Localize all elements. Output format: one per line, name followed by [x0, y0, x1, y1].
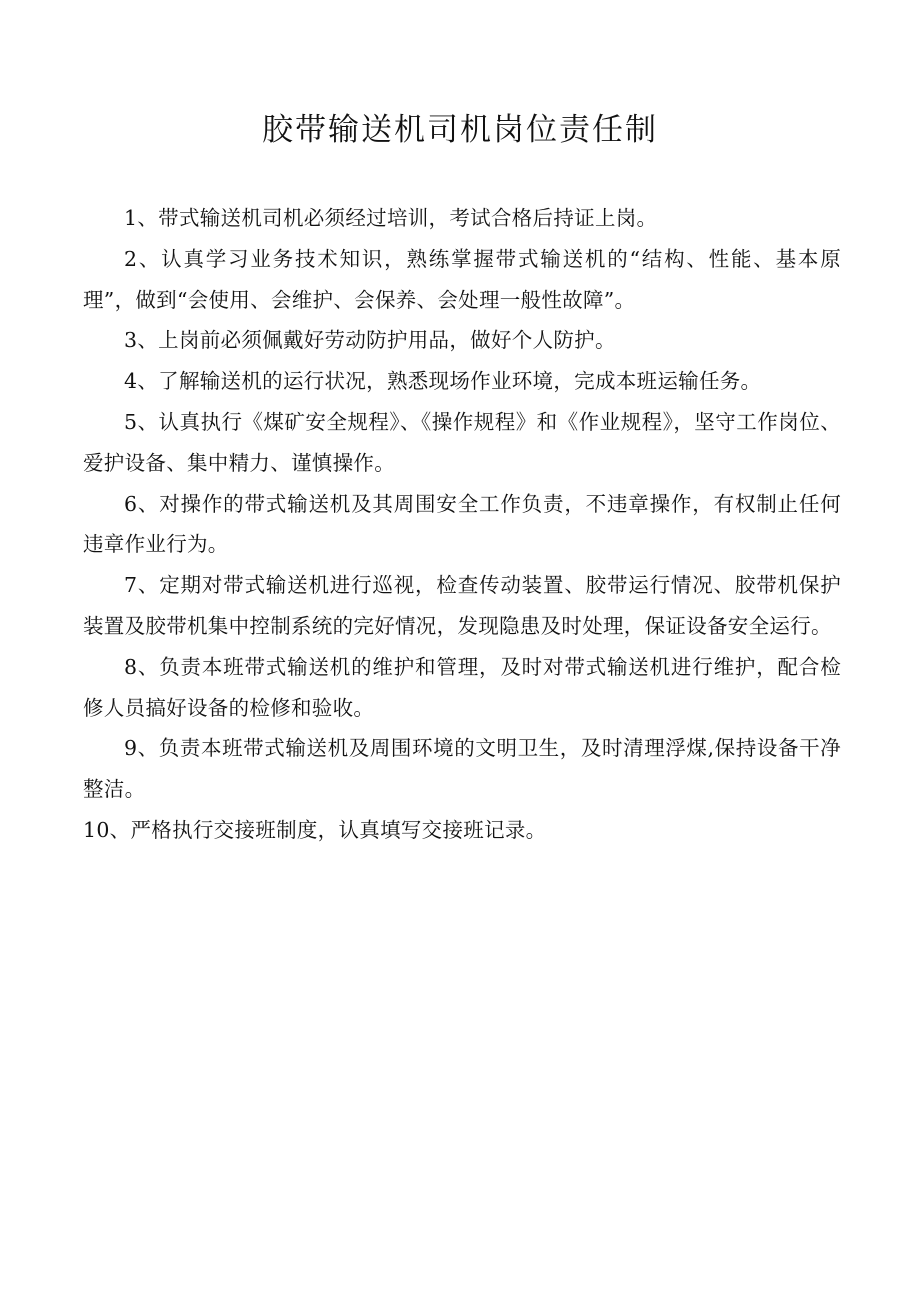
list-item-3: 3、上岗前必须佩戴好劳动防护用品，做好个人防护。 [124, 328, 616, 353]
list-item-6: 6、对操作的带式输送机及其周围安全工作负责，不违章操作，有权制止任何违章作业行为。 [83, 491, 841, 557]
list-item-9: 9、负责本班带式输送机及周围环境的文明卫生，及时清理浮煤,保持设备干净整洁。 [83, 736, 841, 802]
list-item-1: 1、带式输送机司机必须经过培训，考试合格后持证上岗。 [124, 206, 658, 230]
list-item-8: 8、负责本班带式输送机的维护和管理，及时对带式输送机进行维护，配合检修人员搞好设备的检修和验收。 [83, 654, 841, 720]
list-item-2: 2、认真学习业务技术知识，熟练掌握带式输送机的“结构、性能、基本原理”，做到“会使用、会维护、会保养、会处理一般性故障”。 [83, 246, 841, 312]
responsibility-list [83, 198, 841, 851]
list-item-5: 5、认真执行《煤矿安全规程》、《操作规程》和《作业规程》，坚守工作岗位、爱护设备、集中精力、谨慎操作。 [83, 409, 841, 475]
list-item-7: 7、定期对带式输送机进行巡视，检查传动装置、胶带运行情况、胶带机保护装置及胶带机集中控制系统的完好情况，发现隐患及时处理，保证设备安全运行。 [83, 573, 841, 638]
list-item-10: 10、严格执行交接班制度，认真填写交接班记录。 [83, 817, 547, 842]
document-title: 胶带输送机司机岗位责任制 [262, 112, 658, 148]
list-item-4: 4、了解输送机的运行状况，熟悉现场作业环境，完成本班运输任务。 [124, 369, 762, 394]
